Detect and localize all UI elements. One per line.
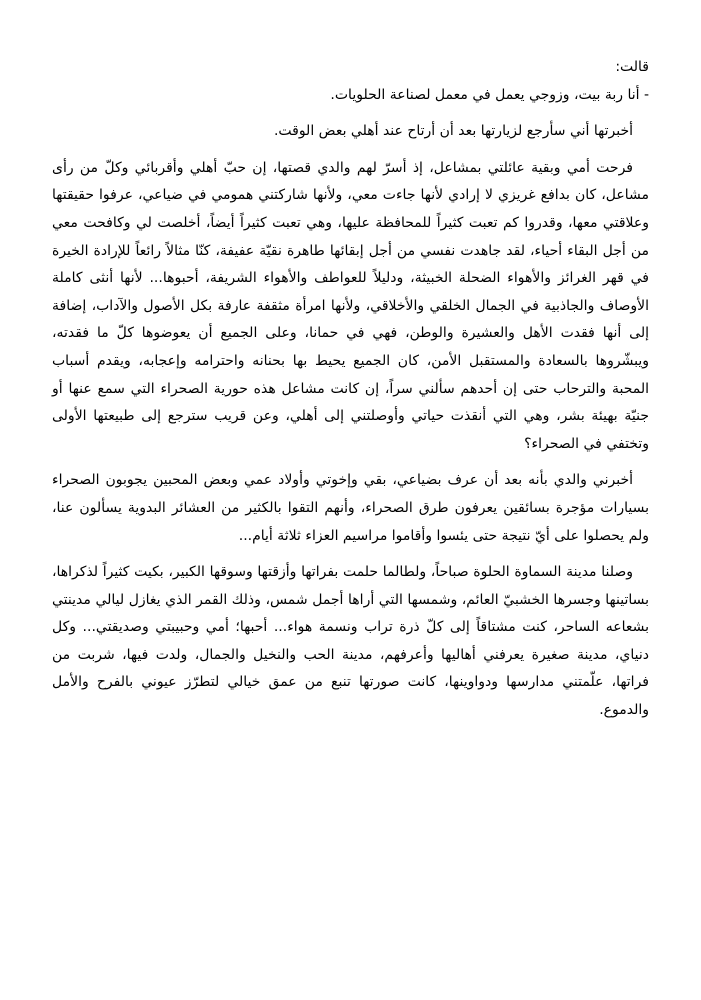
paragraph-said-label: قالت:	[615, 59, 649, 75]
paragraph-samawa-city: وصلنا مدينة السماوة الحلوة صباحاً، ولطالما حلمت بفراتها وأزقتها وسوقها الكبير، بكيت كثيراً لذكراها، بساتينها وجسرها الخشبيّ العائم، وشمسها التي أراها أجمل شمس، وذلك القمر الذي يغازل ليالي مدينتي بشعاعه الساحر، كنت مشتاقاً إلى كلّ ذرة تراب ونسمة هواء... أحبها؛ أمي وحبيبتي وصديقتي... وكل دنياي، مدينة صغيرة يعرفني أهاليها وأعرفهم، مدينة الحب والنخيل والجمال، ولدت فيها، شربت من فراتها، علّمتني مدارسها ودواوينها، كانت صورتها تنبع من عمق خيالي لتطرّز عيوني بالفرح والأمل والدموع.	[52, 564, 649, 719]
paragraph-dialogue-reply: - أنا ربة بيت، وزوجي يعمل في معمل لصناعة الحلويات.	[330, 86, 649, 103]
paragraph-family-joy: فرحت أمي وبقية عائلتي بمشاعل، إذ أسرّ لهم والدي قصتها، إن حبّ أهلي وأقربائي وكلّ من رأى مشاعل، كان بدافع غريزي لا إرادي لأنها جاءت معي، ولأنها شاركتني همومي في ضياعي، عرفوا حقيقتها وعلاقتي معها، وقدروا كم تعبت كثيراً للمحافظة عليها، وهي تعبت كثيراً أيضاً، أخلصت لي وكافحت معي من أجل البقاء أحياء، لقد جاهدت نفسي من أجل إبقائها طاهرة نقيّة عفيفة، كنّا مثالاً رائعاً للإرادة الخيرة في قهر الغرائز والأهواء الضحلة الخبيثة، ودليلاً للعواطف والأهواء الشريفة، أحبوها... لأنها أنثى كاملة الأوصاف والجاذبية في الجمال الخلقي والأخلاقي، ولأنها امرأة مثقفة عارفة بكل الأصول والآداب، إضافة إلى أنها فقدت الأهل والعشيرة والوطن، فهي في حمانا، وعلى الجميع أن يعوضوها كلّ ما فقدته، ويبشّروها بالسعادة والمستقبل الأمن، كان الجميع يحيط بها بحنانه واحترامه وإعجابه، ويقدم أسباب المحبة والترحاب حتى إن أحدهم سألني سراً، إن كانت مشاعل هذه حورية الصحراء التي سمع عنها أو جنيّة بهيئة بشر، وهي التي أنقذت حياتي وأوصلتني إلى أهلي، وعن قريب سترجع إلى طبيعتها الأولى وتختفي في الصحراء؟	[52, 159, 649, 452]
document-page	[52, 54, 649, 725]
paragraph-told-her: أخبرتها أني سأرجع لزيارتها بعد أن أرتاح عند أهلي بعض الوقت.	[273, 123, 633, 140]
paragraph-father-search: أخبرني والدي بأنه بعد أن عرف بضياعي، بقي وإخوتي وأولاد عمي وبعض المحبين يجوبون الصحراء بسيارات مؤجرة بسائقين يعرفون طرق الصحراء، وأنهم التقوا بالكثير من العشائر البدوية يسألون عنا، ولم يحصلوا على أيّ نتيجة حتى يئسوا وأقاموا مراسيم العزاء ثلاثة أيام...	[52, 472, 649, 544]
